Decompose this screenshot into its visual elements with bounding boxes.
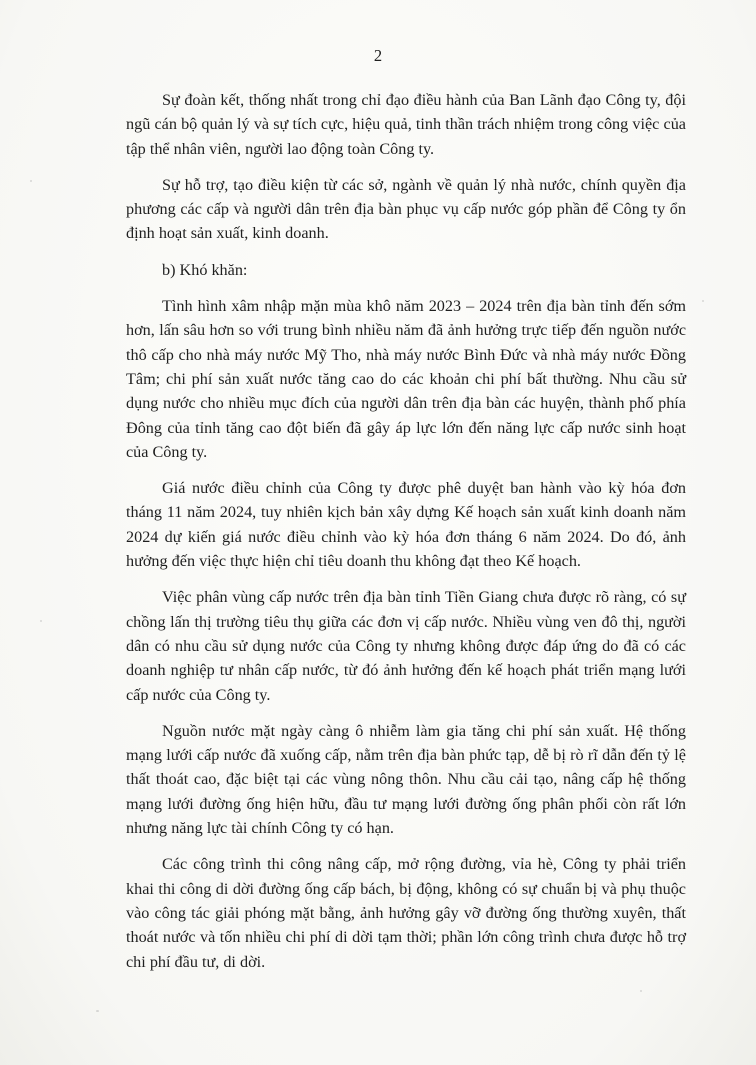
document-body — [126, 88, 686, 986]
paragraph-unity: Sự đoàn kết, thống nhất trong chỉ đạo điều hành của Ban Lãnh đạo Công ty, đội ngũ cán bộ quản lý và sự tích cực, hiệu quả, tinh thần trách nhiệm trong công việc của tập thể nhân viên, người lao động toàn Công ty. — [126, 91, 686, 158]
scan-speck — [702, 300, 704, 302]
paragraph-construction: Các công trình thi công nâng cấp, mở rộng đường, vỉa hè, Công ty phải triển khai thi công di dời đường ống cấp bách, bị động, không có sự chuẩn bị và phụ thuộc vào công tác giải phóng mặt bằng, ảnh hưởng gây vỡ đường ống thường xuyên, thất thoát nước và tốn nhiều chi phí di dời tạm thời; phần lớn công trình chưa được hỗ trợ chi phí đầu tư, di dời. — [126, 855, 686, 971]
paragraph-zoning: Việc phân vùng cấp nước trên địa bàn tỉnh Tiền Giang chưa được rõ ràng, có sự chồng lấn thị trường tiêu thụ giữa các đơn vị cấp nước. Nhiều vùng ven đô thị, người dân có nhu cầu sử dụng nước của Công ty nhưng không được đáp ứng do đã có các doanh nghiệp tư nhân cấp nước, từ đó ảnh hưởng đến kế hoạch phát triển mạng lưới cấp nước của Công ty. — [126, 588, 686, 704]
paragraph-support: Sự hỗ trợ, tạo điều kiện từ các sở, ngành về quản lý nhà nước, chính quyền địa phương các cấp và người dân trên địa bàn phục vụ cấp nước góp phần để Công ty ổn định hoạt sản xuất, kinh doanh. — [126, 175, 686, 243]
section-heading-difficulties: b) Khó khăn: — [162, 260, 248, 279]
page-number: 2 — [373, 46, 383, 65]
scan-speck — [40, 620, 42, 622]
paragraph-water-price: Giá nước điều chỉnh của Công ty được phê duyệt ban hành vào kỳ hóa đơn tháng 11 năm 2024, tuy nhiên kịch bản xây dựng Kế hoạch sản xuất kinh doanh năm 2024 dự kiến giá nước điều chỉnh vào kỳ hóa đơn tháng 6 năm 2024. Do đó, ảnh hưởng đến việc thực hiện chỉ tiêu doanh thu không đạt theo Kế hoạch. — [126, 479, 686, 571]
scan-speck — [30, 180, 32, 182]
scan-speck — [640, 990, 642, 992]
paragraph-salinity: Tình hình xâm nhập mặn mùa khô năm 2023 – 2024 trên địa bàn tỉnh đến sớm hơn, lấn sâu hơn so với trung bình nhiều năm đã ảnh hưởng trực tiếp đến nguồn nước thô cấp cho nhà máy nước Mỹ Tho, nhà máy nước Bình Đức và nhà máy nước Đồng Tâm; chi phí sản xuất nước tăng cao do các khoản chi phí bất thường. Nhu cầu sử dụng nước cho nhiều mục đích của người dân trên địa bàn các huyện, thành phố phía Đông của tỉnh tăng cao đột biến đã gây áp lực lớn đến năng lực cấp nước sinh hoạt của Công ty. — [126, 297, 686, 461]
scan-speck — [96, 1010, 99, 1012]
paragraph-pollution: Nguồn nước mặt ngày càng ô nhiễm làm gia tăng chi phí sản xuất. Hệ thống mạng lưới cấp nước đã xuống cấp, nằm trên địa bàn phức tạp, dễ bị rò rĩ dẫn đến tỷ lệ thất thoát cao, đặc biệt tại các vùng nông thôn. Nhu cầu cải tạo, nâng cấp hệ thống mạng lưới đường ống hiện hữu, đầu tư mạng lưới đường ống phân phối còn rất lớn nhưng năng lực tài chính Công ty có hạn. — [126, 721, 686, 838]
